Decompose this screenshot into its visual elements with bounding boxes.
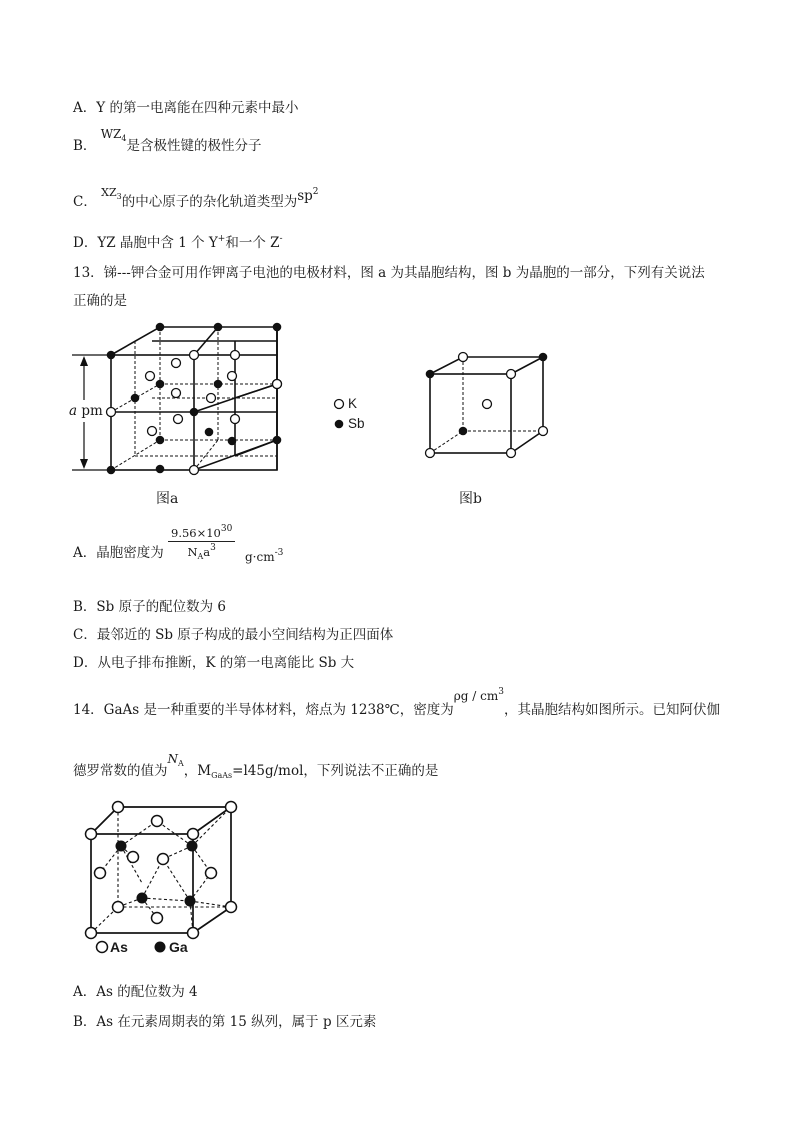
- figure-a-caption: 图a: [156, 491, 179, 507]
- q13-option-a-unit: $g\cdot cm^{-3}$: [245, 548, 284, 564]
- q13-option-d: D．从电子排布推断，K 的第一电离能比 Sb 大: [73, 655, 355, 671]
- legend-k-label: K: [348, 396, 358, 411]
- q14-stem-line2: 德罗常数的值为$N_A$，$M_{GaAs}=l45g$/mol，下列说法不正确的是: [73, 752, 439, 780]
- q14-option-a: A．As 的配位数为 4: [73, 984, 198, 1000]
- legend-sb-label: Sb: [348, 416, 365, 431]
- q13-option-a-fraction: $9.56\times 10^{30}$ $N_Aa^3$: [168, 524, 235, 561]
- q12-option-a: A．Y 的第一电离能在四种元素中最小: [73, 100, 299, 116]
- q13-stem-line1: 13．锑---钾合金可用作钾离子电池的电极材料，图 a 为其晶胞结构，图 b 为晶胞的一部分，下列有关说法: [73, 265, 705, 281]
- q13-option-c: C．最邻近的 Sb 原子构成的最小空间结构为正四面体: [73, 627, 394, 643]
- q12-option-b: B． $WZ_4$是含极性键的极性分子: [73, 127, 262, 154]
- legend-as-label: As: [110, 939, 128, 955]
- figure-a-dimension-label: a pm: [69, 403, 103, 419]
- q13-option-b: B．Sb 原子的配位数为 6: [73, 599, 226, 615]
- figure-b-caption: 图b: [459, 491, 482, 507]
- q14-stem-line1: 14．GaAs 是一种重要的半导体材料，熔点为 1238℃，密度为ρg / $cm^3$，其晶胞结构如图所示。已知阿伏伽: [73, 687, 720, 718]
- q13-stem-line2: 正确的是: [73, 293, 127, 309]
- q13-option-a-prefix: A．晶胞密度为: [73, 545, 164, 561]
- q12-option-d: D．YZ 晶胞中含 1 个 Y+和一个 Z-: [73, 234, 283, 251]
- q14-option-b: B．As 在元素周期表的第 15 纵列，属于 p 区元素: [73, 1014, 377, 1030]
- q12-option-c: C． $^{XZ_3}$的中心原子的杂化轨道类型为$sp^2$: [73, 186, 319, 210]
- legend-ga-label: Ga: [169, 939, 188, 955]
